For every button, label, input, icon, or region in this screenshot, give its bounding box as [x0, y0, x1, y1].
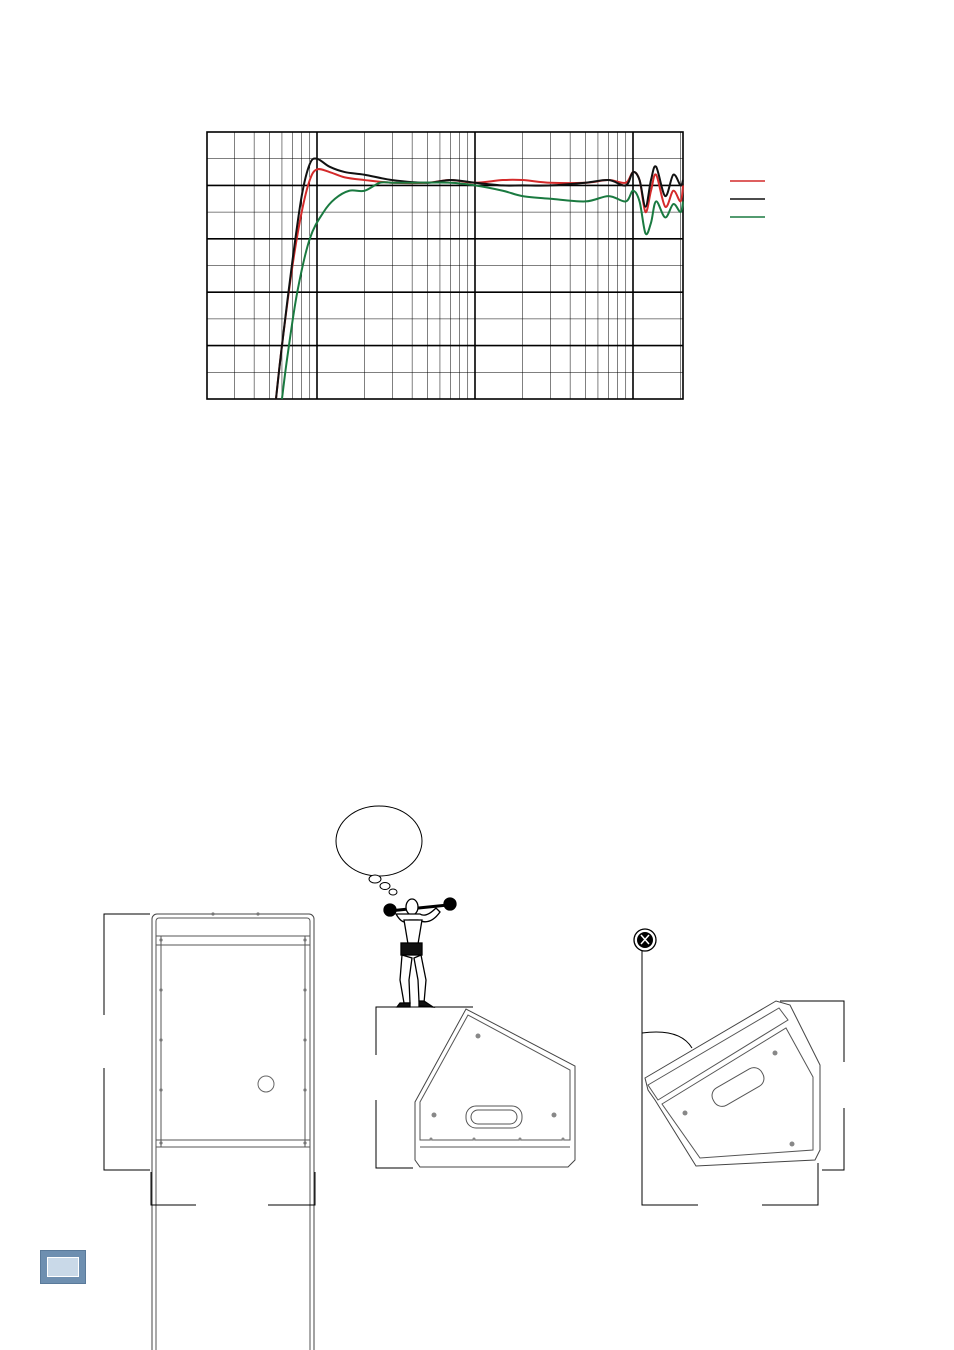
series-line-1: [276, 158, 683, 399]
chart-series-layer: [276, 158, 683, 399]
thought-bubble: [336, 806, 422, 895]
speaker-front-view: [152, 912, 314, 1350]
side-handle-inner: [471, 1110, 517, 1124]
side-dimension-lines: [376, 1007, 473, 1168]
angled-dimension-lines: [642, 950, 844, 1205]
series-line-2: [282, 182, 683, 399]
chart-minor-grid: [207, 132, 683, 399]
speaker-angled-view: [645, 1001, 820, 1166]
tilt-angle-arc: [642, 1032, 692, 1048]
series-line-0: [276, 169, 683, 399]
front-dimension-lines: [104, 914, 315, 1205]
angled-handle: [709, 1064, 767, 1109]
strongman-illustration: [384, 898, 456, 1007]
speaker-side-view: [415, 1009, 575, 1167]
angled-outline: [645, 1001, 820, 1166]
side-outline: [415, 1009, 575, 1167]
front-inner-outline: [156, 918, 310, 1350]
frequency-response-chart: [207, 132, 683, 399]
angled-side-panel: [662, 1028, 813, 1158]
page-number-tab: [40, 1250, 86, 1284]
side-handle: [466, 1106, 522, 1128]
side-inner-outline: [420, 1015, 570, 1140]
angled-top-panel: [648, 1008, 788, 1100]
front-logo-badge: [258, 1076, 274, 1092]
front-outer-outline: [152, 914, 314, 1350]
front-screws: [159, 912, 306, 1350]
angled-logo-badge: [634, 929, 656, 951]
